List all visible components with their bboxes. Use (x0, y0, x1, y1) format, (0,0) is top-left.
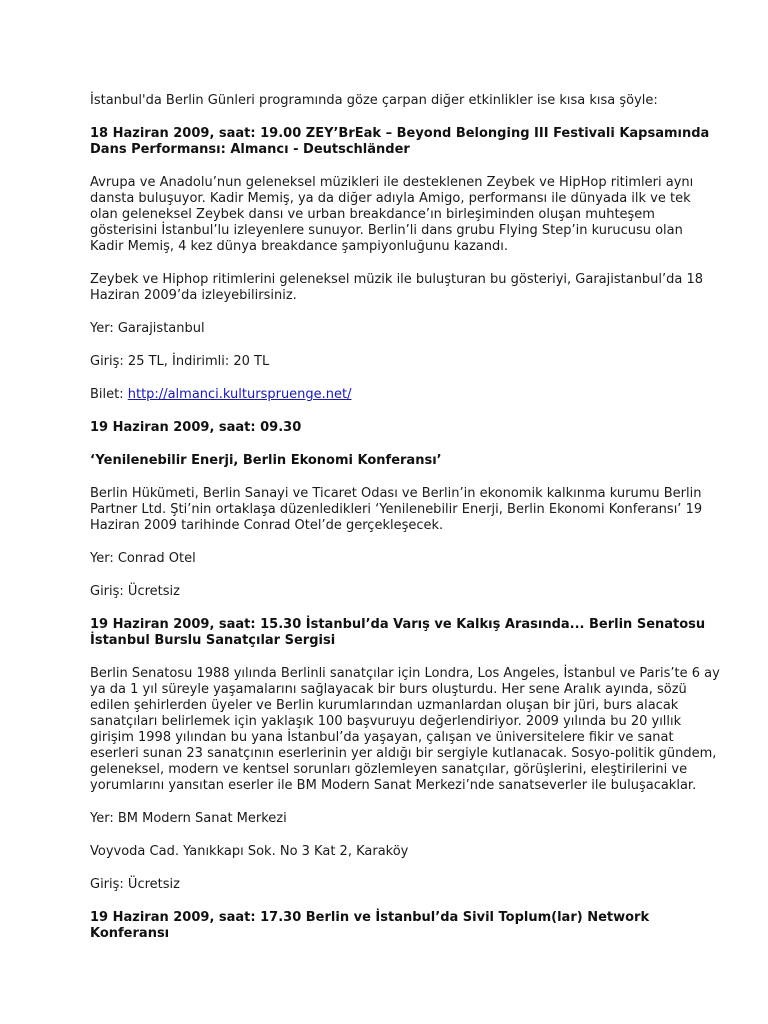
event1-entry: Giriş: 25 TL, İndirimli: 20 TL (90, 354, 270, 369)
event2-description: Berlin Hükümeti, Berlin Sanayi ve Ticaret Odası ve Berlin’in ekonomik kalkınma kurumu Berlin Partner Ltd. Şti’nin ortaklaşa düzenledikleri ‘Yenilenebilir Enerji, Berlin Ekonomi Konferansı’ 19 Haziran 2009 tarihinde Conrad Otel’de gerçekleşecek. (90, 486, 703, 533)
event3-entry: Giriş: Ücretsiz (90, 877, 180, 892)
ticket-label: Bilet: (90, 387, 128, 402)
ticket-link[interactable]: http://almanci.kulturspruenge.net/ (127, 387, 352, 402)
event4-title: 19 Haziran 2009, saat: 17.30 Berlin ve İstanbul’da Sivil Toplum(lar) Network Konferansı (90, 910, 650, 941)
event1-venue: Yer: Garajistanbul (90, 321, 205, 336)
event2-entry: Giriş: Ücretsiz (90, 584, 180, 599)
intro-text: İstanbul'da Berlin Günleri programında göze çarpan diğer etkinlikler ise kısa kısa şöyle: (90, 93, 658, 108)
document-page (90, 93, 720, 959)
event2-date: 19 Haziran 2009, saat: 09.30 (90, 420, 302, 435)
event3-address: Voyvoda Cad. Yanıkkapı Sok. No 3 Kat 2, Karaköy (90, 844, 409, 859)
event1-description-2: Zeybek ve Hiphop ritimlerini geleneksel müzik ile buluşturan bu gösteriyi, Garajistanbul’da 18 Haziran 2009’da izleyebilirsiniz. (90, 272, 704, 303)
event2-venue: Yer: Conrad Otel (90, 551, 196, 566)
event1-title: 18 Haziran 2009, saat: 19.00 ZEY’BrEak – Beyond Belonging III Festivali Kapsamında Dans Performansı: Almancı - Deutschländer (90, 126, 710, 157)
event3-venue: Yer: BM Modern Sanat Merkezi (90, 811, 287, 826)
event3-title: 19 Haziran 2009, saat: 15.30 İstanbul’da Varış ve Kalkış Arasında... Berlin Senatosu İstanbul Burslu Sanatçılar Sergisi (90, 617, 706, 648)
event1-ticket (90, 387, 720, 403)
event3-description: Berlin Senatosu 1988 yılında Berlinli sanatçılar için Londra, Los Angeles, İstanbul ve Paris’te 6 ay ya da 1 yıl süreyle yaşamalarını sağlayacak bir burs oluşturdu. Her sene Aralık ayında, sözü edilen şehirlerden üyeler ve Berlin kurumlarından uzmanlardan oluşan bir jüri, burs alacak sanatçıları belirlemek için yaklaşık 100 başvuruyu değerlendiriyor. 2009 yılında bu 20 yıllık girişim 1998 yılından bu yana İstanbul’da yaşayan, çalışan ve üniversitelere fikir ve sanat eserleri sunan 23 sanatçının eserlerinin yer aldığı bir sergiyle kutlanacak. Sosyo-politik gündem, geleneksel, modern ve kentsel sorunları gözlemleyen sanatçılar, görüşlerini, eleştirilerini ve yorumlarını yansıtan eserler ile BM Modern Sanat Merkezi’nde sanatseverler ile buluşacaklar. (90, 666, 720, 793)
event2-title: ‘Yenilenebilir Enerji, Berlin Ekonomi Konferansı’ (90, 453, 442, 468)
event1-description: Avrupa ve Anadolu’nun geleneksel müzikleri ile desteklenen Zeybek ve HipHop ritimleri aynı dansta buluşuyor. Kadir Memiş, ya da diğer adıyla Amigo, performansı ile dünyada ilk ve tek olan geleneksel Zeybek dansı ve urban breakdance’ın birleşiminden oluşan muhteşem gösterisini İstanbul’lu izleyenlere sunuyor. Berlin’li dans grubu Flying Step’in kurucusu olan Kadir Memiş, 4 kez dünya breakdance şampiyonluğunu kazandı. (90, 175, 694, 254)
